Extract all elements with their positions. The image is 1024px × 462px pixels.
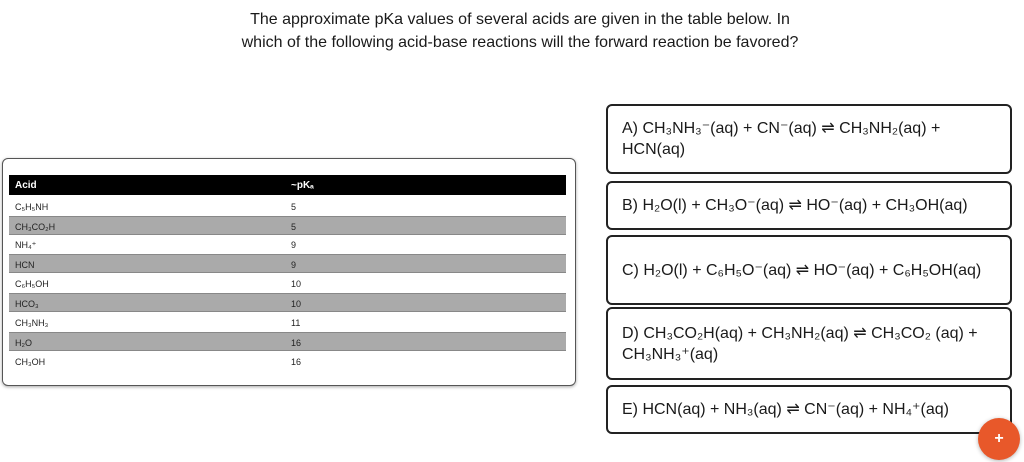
question-line-1: The approximate pKa values of several acids are given in the table below. In [250, 11, 790, 28]
answer-option-e-text: E) HCN(aq) + NH₃(aq) ⇌ CN⁻(aq) + NH₄⁺(aq) [622, 401, 949, 418]
header-acid: Acid [15, 180, 37, 191]
acid-cell: CH₃OH [15, 357, 46, 367]
answer-option-c-text: C) H₂O(l) + C₆H₅O⁻(aq) ⇌ HO⁻(aq) + C₆H₅OH(aq) [622, 261, 982, 279]
pka-cell: 5 [291, 222, 297, 232]
table-row [9, 274, 566, 293]
answer-option-d[interactable] [606, 307, 1012, 380]
pka-cell: 11 [291, 318, 301, 328]
answer-option-a[interactable] [606, 104, 1012, 174]
acid-cell: HCO₃ [15, 299, 39, 309]
add-button[interactable] [978, 418, 1020, 460]
pka-cell: 16 [291, 338, 302, 348]
table-row [9, 216, 566, 235]
answer-option-b-text: B) H₂O(l) + CH₃O⁻(aq) ⇌ HO⁻(aq) + CH₃OH(aq) [622, 197, 968, 214]
table-row [9, 235, 566, 254]
pka-table-card [2, 158, 576, 386]
pka-cell: 5 [291, 202, 297, 212]
answer-option-c[interactable] [606, 235, 1012, 305]
acid-cell: HCN [15, 260, 35, 270]
table-row [9, 293, 566, 312]
pka-cell: 9 [291, 240, 297, 250]
question-line-2: which of the following acid-base reactions will the forward reaction be favored? [241, 34, 799, 51]
acid-cell: H₂O [15, 338, 32, 348]
table-row [9, 197, 566, 216]
acid-cell: CH₃CO₂H [15, 222, 56, 232]
table-row [9, 332, 566, 351]
pka-cell: 10 [291, 299, 302, 309]
question-text [190, 8, 850, 54]
pka-cell: 9 [291, 260, 297, 270]
header-pka: ~pKₐ [291, 180, 314, 191]
answer-option-e[interactable] [606, 385, 1012, 434]
table-row [9, 313, 566, 332]
table-row [9, 352, 566, 371]
plus-icon: + [994, 430, 1004, 447]
acid-cell: CH₃NH₃ [15, 318, 49, 328]
acid-cell: C₆H₅OH [15, 279, 49, 289]
pka-table-header [9, 175, 566, 195]
pka-cell: 10 [291, 279, 302, 289]
answer-option-a-text: A) CH₃NH₃⁻(aq) + CN⁻(aq) ⇌ CH₃NH₂(aq) + HCN(aq) [622, 120, 941, 158]
table-row [9, 254, 566, 273]
acid-cell: NH₄⁺ [15, 240, 37, 250]
answer-option-b[interactable] [606, 181, 1012, 230]
acid-cell: C₅H₅NH [15, 202, 49, 212]
answer-option-d-text: D) CH₃CO₂H(aq) + CH₃NH₂(aq) ⇌ CH₃CO₂ (aq) + CH₃NH₃⁺(aq) [622, 324, 978, 363]
pka-cell: 16 [291, 357, 302, 367]
